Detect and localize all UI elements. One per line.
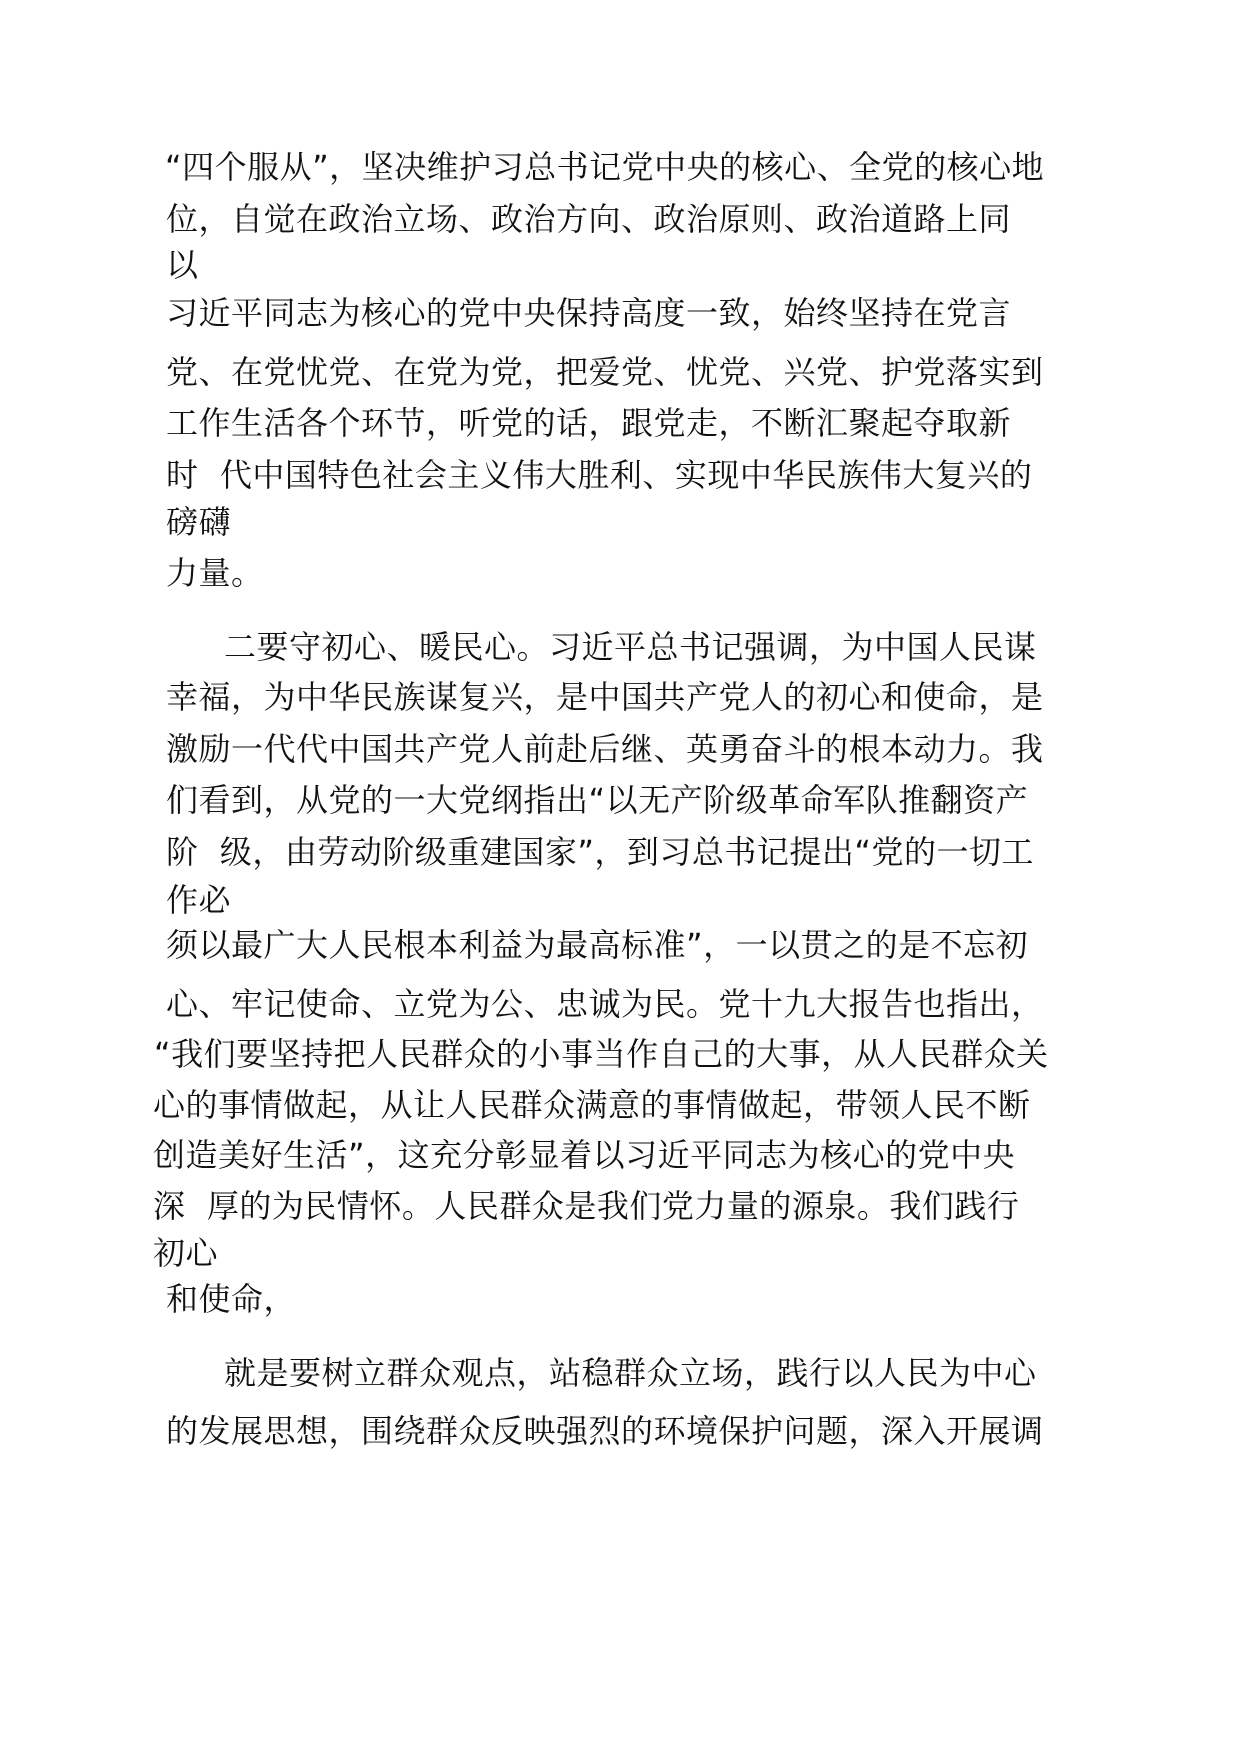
text-line: 深 厚的为民情怀。人民群众是我们党力量的源泉。我们践行 xyxy=(153,1187,1020,1225)
text-line: 工作生活各个环节，听党的话，跟党走，不断汇聚起夺取新 xyxy=(166,404,1012,442)
text-line: 就是要树立群众观点，站稳群众立场，践行以人民为中心 xyxy=(224,1354,1037,1392)
text-line: 党、在党忧党、在党为党，把爱党、忧党、兴党、护党落实到 xyxy=(166,353,1044,391)
text-line: 阶 级，由劳动阶级重建国家”，到习总书记提出“党的一切工 xyxy=(166,833,1035,871)
text-line: 力量。 xyxy=(166,554,264,592)
text-line: 习近平同志为核心的党中央保持高度一致，始终坚持在党言 xyxy=(166,294,1012,332)
text-line: 的发展思想，围绕群众反映强烈的环境保护问题，深入开展调 xyxy=(166,1412,1044,1450)
text-line: 创造美好生活”，这充分彰显着以习近平同志为核心的党中央 xyxy=(153,1136,1016,1174)
text-line: 和使命， xyxy=(166,1280,297,1318)
text-line: 们看到，从党的一大党纲指出“以无产阶级革命军队推翻资产 xyxy=(166,781,1029,819)
text-line: “我们要坚持把人民群众的小事当作自己的大事，从人民群众关 xyxy=(154,1035,1049,1073)
text-line: 以 xyxy=(166,246,199,284)
text-line: 时 代中国特色社会主义伟大胜利、实现中华民族伟大复兴的 xyxy=(166,456,1033,494)
text-line: 二要守初心、暖民心。习近平总书记强调，为中国人民谋 xyxy=(224,628,1037,666)
text-line: 位，自觉在政治立场、政治方向、政治原则、政治道路上同 xyxy=(166,200,1012,238)
text-line: 幸福，为中华民族谋复兴，是中国共产党人的初心和使命，是 xyxy=(166,678,1044,716)
text-line: 激励一代代中国共产党人前赴后继、英勇奋斗的根本动力。我 xyxy=(166,730,1044,768)
text-line: 磅礴 xyxy=(166,503,232,541)
text-line: 心的事情做起，从让人民群众满意的事情做起，带领人民不断 xyxy=(153,1086,1031,1124)
text-line: 作必 xyxy=(166,881,232,919)
text-line: 心、牢记使命、立党为公、忠诚为民。党十九大报告也指出， xyxy=(166,985,1044,1023)
text-line: 须以最广大人民根本利益为最高标准”，一以贯之的是不忘初 xyxy=(166,926,1029,964)
text-line: 初心 xyxy=(153,1234,219,1272)
text-line: “四个服从”，坚决维护习总书记党中央的核心、全党的核心地 xyxy=(165,148,1045,186)
